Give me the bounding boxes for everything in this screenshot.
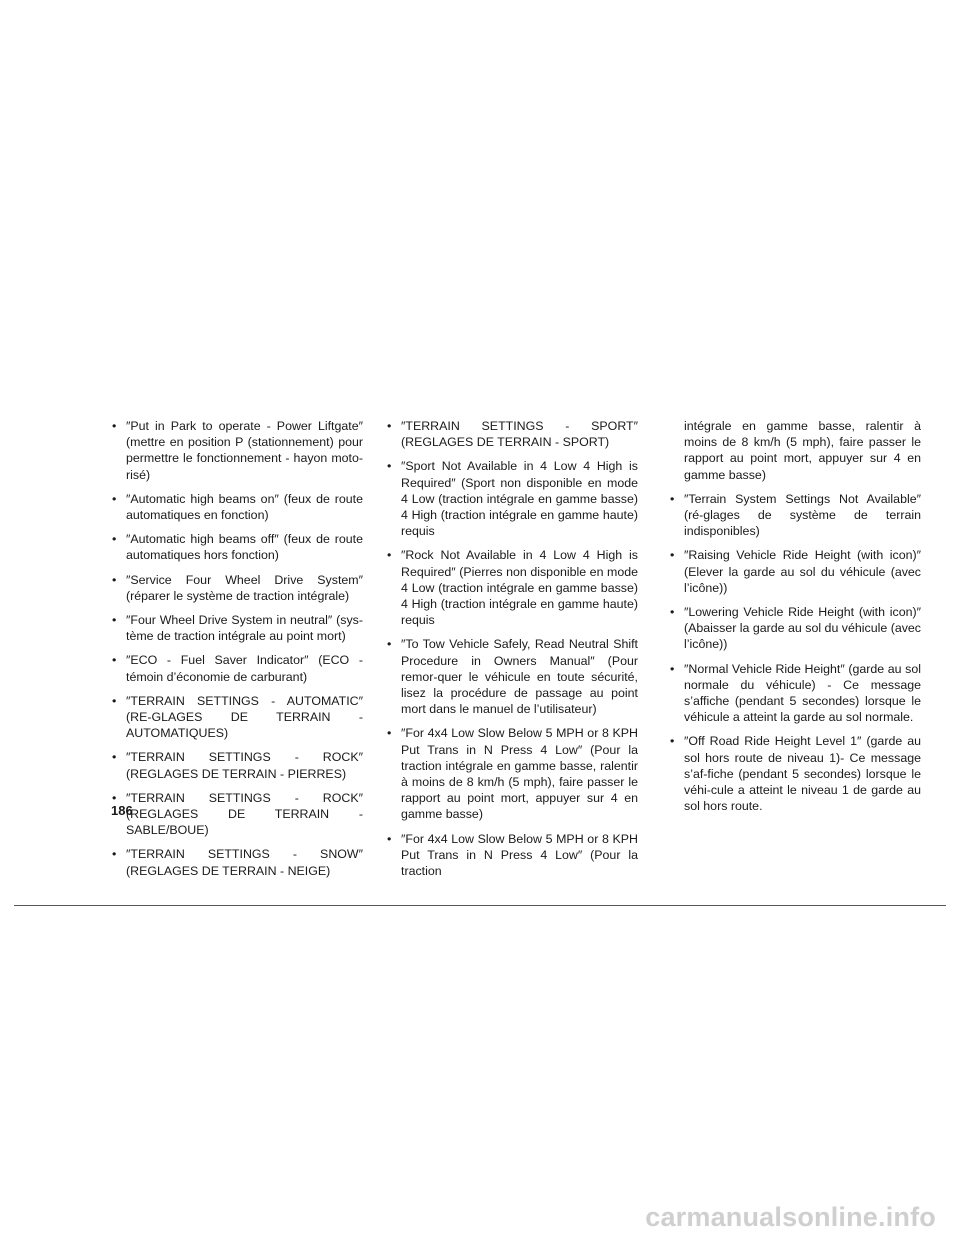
list-item: • ″Lowering Vehicle Ride Height (with icon)″ (Abaisser la garde au sol du véhicule (avec l’icône)) [669, 604, 921, 653]
list-item: • ″TERRAIN SETTINGS - SPORT″ (REGLAGES DE TERRAIN - SPORT) [386, 418, 638, 450]
column-3 [669, 418, 921, 822]
footer-divider [14, 905, 946, 906]
column-2 [386, 418, 638, 887]
list-item: • ″For 4x4 Low Slow Below 5 MPH or 8 KPH Put Trans in N Press 4 Low″ (Pour la traction [386, 831, 638, 880]
list-item: • ″ECO - Fuel Saver Indicator″ (ECO - témoin d’économie de carburant) [111, 652, 363, 684]
list-item: • ″Off Road Ride Height Level 1″ (garde au sol hors route de niveau 1)- Ce message s’af-fiche (pendant 5 secondes) lorsque le véhi-cule a atteint le niveau 1 de garde au sol hors route. [669, 733, 921, 814]
column-1 [111, 418, 363, 887]
continued-text: intégrale en gamme basse, ralentir à moins de 8 km/h (5 mph), faire passer le rapport au point mort, appuyer sur 4 en gamme basse) [684, 419, 921, 482]
list-item: • ″Normal Vehicle Ride Height″ (garde au sol normale du véhicule) - Ce message s’affiche (pendant 5 secondes) lorsque le véhicule a atteint la garde au sol normale. [669, 661, 921, 726]
list-item: • ″TERRAIN SETTINGS - SNOW″ (REGLAGES DE TERRAIN - NEIGE) [111, 846, 363, 878]
watermark-logo: carmanualsonline.info [645, 1202, 936, 1232]
message-list-3 [669, 491, 921, 815]
list-item: • ″Put in Park to operate - Power Liftgate″ (mettre en position P (stationnement) pour permettre le fonctionnement - hayon moto-risé) [111, 418, 363, 483]
list-item: • ″Terrain System Settings Not Available″ (ré-glages de système de terrain indisponibles) [669, 491, 921, 540]
message-list-2 [386, 418, 638, 879]
list-item: • ″Service Four Wheel Drive System″ (réparer le système de traction intégrale) [111, 572, 363, 604]
list-item: • ″TERRAIN SETTINGS - ROCK″ (REGLAGES DE TERRAIN - PIERRES) [111, 749, 363, 781]
list-item: • ″Sport Not Available in 4 Low 4 High is Required″ (Sport non disponible en mode 4 Low (traction intégrale en gamme basse) 4 High (traction intégrale en gamme haute) requis [386, 458, 638, 539]
list-item: • ″Automatic high beams off″ (feux de route automatiques hors fonction) [111, 531, 363, 563]
list-item: • ″To Tow Vehicle Safely, Read Neutral Shift Procedure in Owners Manual″ (Pour remor-quer le véhicule en toute sécurité, lisez la procédure de passage au point mort dans le manuel de l’utilisateur) [386, 636, 638, 717]
list-item: • ″Automatic high beams on″ (feux de route automatiques en fonction) [111, 491, 363, 523]
list-item: • ″Four Wheel Drive System in neutral″ (sys-tème de traction intégrale au point mort) [111, 612, 363, 644]
page-number: 186 [111, 803, 133, 818]
message-list-1 [111, 418, 363, 879]
list-item: • ″TERRAIN SETTINGS - ROCK″ (REGLAGES DE TERRAIN - SABLE/BOUE) [111, 790, 363, 839]
list-item: • ″For 4x4 Low Slow Below 5 MPH or 8 KPH Put Trans in N Press 4 Low″ (Pour la traction intégrale en gamme basse, ralentir à moins de 8 km/h (5 mph), faire passer le rapport au point mort, appuyer sur 4 en gamme basse) [386, 725, 638, 822]
list-item: • ″TERRAIN SETTINGS - AUTOMATIC″ (RE-GLAGES DE TERRAIN - AUTOMATIQUES) [111, 693, 363, 742]
list-item: • ″Rock Not Available in 4 Low 4 High is Required″ (Pierres non disponible en mode 4 Low (traction intégrale en gamme basse) 4 High (traction intégrale en gamme haute) requis [386, 547, 638, 628]
list-item: • ″Raising Vehicle Ride Height (with icon)″ (Elever la garde au sol du véhicule (avec l’icône)) [669, 547, 921, 596]
